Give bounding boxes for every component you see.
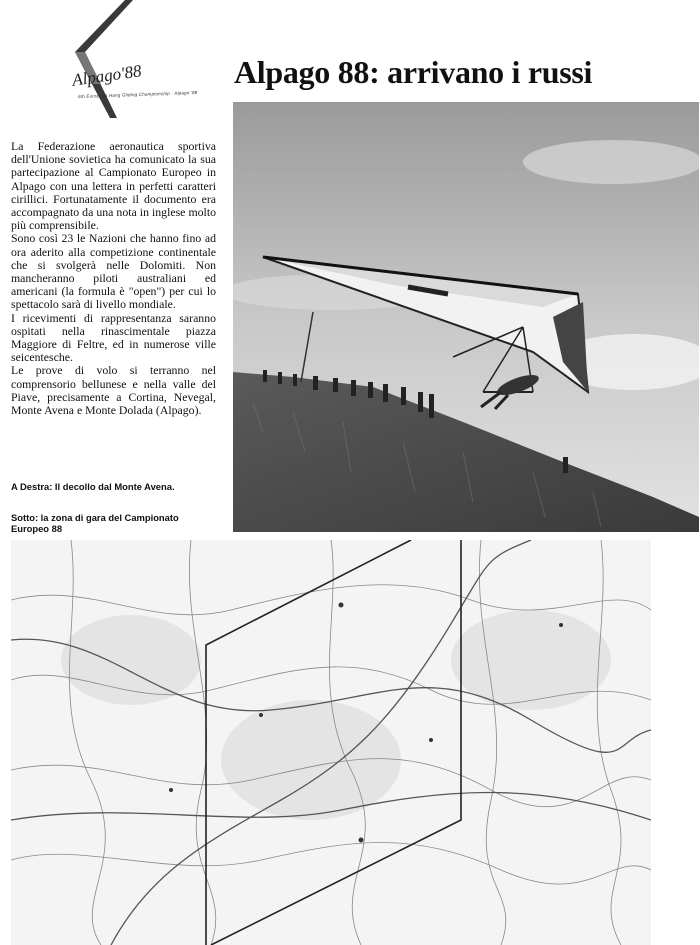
alpago-logo-graphic [55, 0, 185, 120]
logo-text: Alpago'88 [70, 61, 143, 90]
article-body [11, 140, 216, 417]
map-caption: Sotto: la zona di gara del Campionato Europeo 88 [11, 512, 179, 534]
alpago-logo [55, 0, 185, 120]
photo-caption: A Destra: Il decollo dal Monte Avena. [11, 481, 175, 492]
competition-area-map [11, 540, 651, 945]
article-paragraph: Sono così 23 le Nazioni che hanno fino ad ora aderito alla competizione continentale che si svolgerà nelle Dolomiti. Non mancheranno piloti australiani ed americani (la formula è "open") per cui lo spettacolo sarà di livello mondiale. [11, 231, 216, 312]
article-paragraph: I ricevimenti di rappresentanza saranno ospitati nella rinascimentale piazza Maggiore di Feltre, ed in numerose ville seicentesche. [11, 310, 216, 365]
logo-subtitle: 6th European Hang Gliding Championship · Alpago '88 [77, 89, 198, 100]
article-paragraph: La Federazione aeronautica sportiva dell'Unione sovietica ha comunicato la sua partecipazione al Campionato Europeo in Alpago con una lettera in perfetti caratteri cirillici. Fortunatamente il documento era accompagnato da una nota in inglese molto più comprensibile. [11, 139, 216, 233]
hang-glider-photo [233, 102, 699, 532]
article-paragraph: Le prove di volo si terranno nel comprensorio bellunese e nella valle del Piave, precisamente a Cortina, Nevegal, Monte Avena e Monte Dolada (Alpago). [11, 363, 216, 418]
headline: Alpago 88: arrivano i russi [234, 54, 593, 90]
